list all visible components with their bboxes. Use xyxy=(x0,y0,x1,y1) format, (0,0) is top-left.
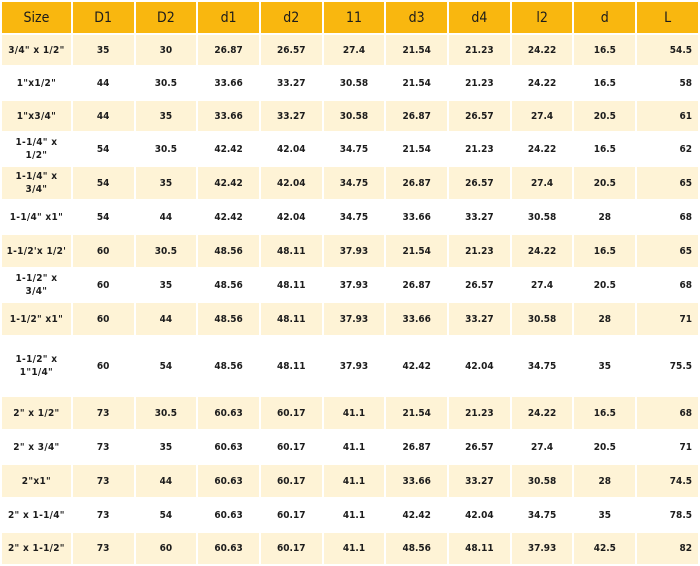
cell-d1-outer: 73 xyxy=(73,397,134,429)
cell-d2-inner: 42.04 xyxy=(261,167,322,199)
cell-l: 65 xyxy=(637,235,698,267)
cell-d: 28 xyxy=(574,465,635,497)
cell-d1-inner: 60.63 xyxy=(198,499,259,531)
cell-d3: 42.42 xyxy=(386,337,447,395)
table-row xyxy=(2,201,698,233)
cell-l: 68 xyxy=(637,201,698,233)
cell-d2-inner: 60.17 xyxy=(261,465,322,497)
header-11: 11 xyxy=(324,2,385,33)
cell-d1-outer: 60 xyxy=(73,269,134,301)
cell-d1-inner: 33.66 xyxy=(198,101,259,131)
cell-d2-outer: 30.5 xyxy=(136,67,197,99)
cell-l2: 27.4 xyxy=(512,431,573,463)
cell-l2: 34.75 xyxy=(512,337,573,395)
cell-d4: 21.23 xyxy=(449,133,510,165)
cell-l: 62 xyxy=(637,133,698,165)
cell-d3: 26.87 xyxy=(386,167,447,199)
cell-d2-inner: 60.17 xyxy=(261,533,322,564)
table-row xyxy=(2,499,698,531)
header-d1-inner: d1 xyxy=(198,2,259,33)
table-row xyxy=(2,101,698,131)
cell-l2: 24.22 xyxy=(512,133,573,165)
header-d4: d4 xyxy=(449,2,510,33)
cell-l: 71 xyxy=(637,431,698,463)
cell-d2-outer: 35 xyxy=(136,167,197,199)
cell-d4: 42.04 xyxy=(449,337,510,395)
cell-11: 37.93 xyxy=(324,337,385,395)
table-row xyxy=(2,167,698,199)
cell-d1-outer: 44 xyxy=(73,101,134,131)
cell-d3: 26.87 xyxy=(386,101,447,131)
cell-d2-inner: 42.04 xyxy=(261,133,322,165)
header-d2-outer: D2 xyxy=(136,2,197,33)
cell-d2-inner: 60.17 xyxy=(261,397,322,429)
cell-11: 41.1 xyxy=(324,499,385,531)
cell-d: 28 xyxy=(574,201,635,233)
cell-d1-inner: 60.63 xyxy=(198,431,259,463)
cell-size: 1-1/4" x 1/2" xyxy=(2,133,71,165)
cell-d: 20.5 xyxy=(574,167,635,199)
cell-d2-inner: 26.57 xyxy=(261,35,322,65)
cell-d3: 33.66 xyxy=(386,303,447,335)
cell-size: 2" x 1/2" xyxy=(2,397,71,429)
cell-size: 1-1/2" x 1"1/4" xyxy=(2,337,71,395)
cell-d4: 26.57 xyxy=(449,269,510,301)
cell-11: 34.75 xyxy=(324,201,385,233)
cell-size: 2" x 1-1/4" xyxy=(2,499,71,531)
cell-d2-outer: 44 xyxy=(136,201,197,233)
cell-11: 30.58 xyxy=(324,101,385,131)
cell-d3: 48.56 xyxy=(386,533,447,564)
cell-size: 1-1/4" x 3/4" xyxy=(2,167,71,199)
table-row xyxy=(2,133,698,165)
cell-l: 61 xyxy=(637,101,698,131)
cell-d3: 21.54 xyxy=(386,35,447,65)
cell-11: 30.58 xyxy=(324,67,385,99)
cell-d2-outer: 44 xyxy=(136,465,197,497)
cell-d4: 26.57 xyxy=(449,431,510,463)
header-row xyxy=(2,2,698,33)
cell-l2: 27.4 xyxy=(512,167,573,199)
table-row xyxy=(2,431,698,463)
table-row xyxy=(2,397,698,429)
cell-l2: 24.22 xyxy=(512,235,573,267)
cell-11: 37.93 xyxy=(324,303,385,335)
cell-l: 65 xyxy=(637,167,698,199)
cell-size: 1"x3/4" xyxy=(2,101,71,131)
cell-d2-outer: 30.5 xyxy=(136,397,197,429)
cell-11: 41.1 xyxy=(324,533,385,564)
cell-d1-inner: 42.42 xyxy=(198,167,259,199)
cell-d2-outer: 60 xyxy=(136,533,197,564)
cell-d1-inner: 33.66 xyxy=(198,67,259,99)
cell-l: 82 xyxy=(637,533,698,564)
header-d3: d3 xyxy=(386,2,447,33)
header-d1-outer: D1 xyxy=(73,2,134,33)
header-l2: l2 xyxy=(512,2,573,33)
cell-11: 41.1 xyxy=(324,465,385,497)
cell-d1-outer: 54 xyxy=(73,201,134,233)
cell-l: 58 xyxy=(637,67,698,99)
cell-d2-inner: 48.11 xyxy=(261,269,322,301)
table-row xyxy=(2,35,698,65)
cell-size: 2"x1" xyxy=(2,465,71,497)
table-row xyxy=(2,465,698,497)
cell-d: 35 xyxy=(574,337,635,395)
cell-d1-inner: 60.63 xyxy=(198,533,259,564)
header-d2-inner: d2 xyxy=(261,2,322,33)
cell-d4: 33.27 xyxy=(449,201,510,233)
cell-d4: 21.23 xyxy=(449,235,510,267)
cell-d3: 26.87 xyxy=(386,431,447,463)
cell-d2-inner: 42.04 xyxy=(261,201,322,233)
cell-11: 34.75 xyxy=(324,167,385,199)
cell-d1-outer: 73 xyxy=(73,431,134,463)
cell-d2-outer: 30.5 xyxy=(136,235,197,267)
cell-d1-inner: 60.63 xyxy=(198,465,259,497)
cell-d1-inner: 48.56 xyxy=(198,303,259,335)
cell-d1-outer: 60 xyxy=(73,337,134,395)
cell-d1-inner: 42.42 xyxy=(198,133,259,165)
cell-11: 37.93 xyxy=(324,235,385,267)
cell-size: 3/4" x 1/2" xyxy=(2,35,71,65)
cell-d4: 26.57 xyxy=(449,167,510,199)
cell-d: 16.5 xyxy=(574,133,635,165)
cell-d: 20.5 xyxy=(574,431,635,463)
header-l: L xyxy=(637,2,698,33)
cell-11: 41.1 xyxy=(324,431,385,463)
cell-d1-inner: 60.63 xyxy=(198,397,259,429)
cell-d1-inner: 48.56 xyxy=(198,337,259,395)
cell-11: 37.93 xyxy=(324,269,385,301)
cell-size: 1-1/2" x 3/4" xyxy=(2,269,71,301)
cell-d2-inner: 48.11 xyxy=(261,303,322,335)
cell-l: 75.5 xyxy=(637,337,698,395)
cell-size: 2" x 3/4" xyxy=(2,431,71,463)
cell-l2: 27.4 xyxy=(512,269,573,301)
table-row xyxy=(2,67,698,99)
cell-size: 1"x1/2" xyxy=(2,67,71,99)
cell-d1-outer: 73 xyxy=(73,465,134,497)
cell-d3: 26.87 xyxy=(386,269,447,301)
cell-d4: 21.23 xyxy=(449,397,510,429)
cell-d4: 21.23 xyxy=(449,67,510,99)
cell-d: 16.5 xyxy=(574,397,635,429)
cell-l2: 34.75 xyxy=(512,499,573,531)
table-row xyxy=(2,303,698,335)
cell-d1-outer: 60 xyxy=(73,303,134,335)
cell-d: 20.5 xyxy=(574,269,635,301)
cell-d2-inner: 60.17 xyxy=(261,431,322,463)
cell-size: 1-1/4" x1" xyxy=(2,201,71,233)
cell-d4: 48.11 xyxy=(449,533,510,564)
cell-d3: 21.54 xyxy=(386,133,447,165)
cell-d: 16.5 xyxy=(574,67,635,99)
cell-d: 16.5 xyxy=(574,235,635,267)
cell-d1-outer: 35 xyxy=(73,35,134,65)
cell-d4: 42.04 xyxy=(449,499,510,531)
cell-size: 2" x 1-1/2" xyxy=(2,533,71,564)
cell-l: 74.5 xyxy=(637,465,698,497)
cell-l: 68 xyxy=(637,269,698,301)
cell-d3: 33.66 xyxy=(386,201,447,233)
cell-l: 68 xyxy=(637,397,698,429)
cell-d: 42.5 xyxy=(574,533,635,564)
cell-d1-outer: 54 xyxy=(73,133,134,165)
cell-d1-inner: 26.87 xyxy=(198,35,259,65)
cell-d2-outer: 54 xyxy=(136,337,197,395)
table-header xyxy=(2,2,698,33)
cell-d2-outer: 30 xyxy=(136,35,197,65)
cell-l2: 24.22 xyxy=(512,397,573,429)
cell-d2-outer: 35 xyxy=(136,431,197,463)
cell-l2: 30.58 xyxy=(512,465,573,497)
header-d: d xyxy=(574,2,635,33)
cell-d4: 33.27 xyxy=(449,303,510,335)
table-row xyxy=(2,533,698,564)
cell-d: 28 xyxy=(574,303,635,335)
cell-d: 20.5 xyxy=(574,101,635,131)
cell-l: 78.5 xyxy=(637,499,698,531)
cell-11: 41.1 xyxy=(324,397,385,429)
cell-size: 1-1/2'x 1/2' xyxy=(2,235,71,267)
cell-d3: 21.54 xyxy=(386,67,447,99)
cell-d: 16.5 xyxy=(574,35,635,65)
cell-d2-outer: 44 xyxy=(136,303,197,335)
cell-d2-inner: 48.11 xyxy=(261,235,322,267)
table-body xyxy=(2,35,698,564)
cell-11: 34.75 xyxy=(324,133,385,165)
cell-d1-inner: 48.56 xyxy=(198,235,259,267)
cell-d1-outer: 73 xyxy=(73,533,134,564)
cell-d3: 21.54 xyxy=(386,235,447,267)
cell-d1-inner: 42.42 xyxy=(198,201,259,233)
table-row xyxy=(2,337,698,395)
table-row xyxy=(2,269,698,301)
table-row xyxy=(2,235,698,267)
cell-d4: 33.27 xyxy=(449,465,510,497)
cell-d4: 26.57 xyxy=(449,101,510,131)
cell-d3: 33.66 xyxy=(386,465,447,497)
cell-d2-outer: 54 xyxy=(136,499,197,531)
cell-d1-outer: 44 xyxy=(73,67,134,99)
cell-d2-inner: 48.11 xyxy=(261,337,322,395)
cell-l: 54.5 xyxy=(637,35,698,65)
cell-l2: 24.22 xyxy=(512,35,573,65)
cell-d2-inner: 33.27 xyxy=(261,67,322,99)
cell-l2: 27.4 xyxy=(512,101,573,131)
cell-d2-inner: 33.27 xyxy=(261,101,322,131)
cell-d1-outer: 54 xyxy=(73,167,134,199)
cell-d3: 21.54 xyxy=(386,397,447,429)
cell-l2: 30.58 xyxy=(512,303,573,335)
cell-d1-inner: 48.56 xyxy=(198,269,259,301)
cell-d: 35 xyxy=(574,499,635,531)
cell-l2: 37.93 xyxy=(512,533,573,564)
cell-l: 71 xyxy=(637,303,698,335)
cell-d1-outer: 73 xyxy=(73,499,134,531)
cell-d4: 21.23 xyxy=(449,35,510,65)
cell-11: 27.4 xyxy=(324,35,385,65)
cell-size: 1-1/2" x1" xyxy=(2,303,71,335)
cell-l2: 30.58 xyxy=(512,201,573,233)
cell-d2-inner: 60.17 xyxy=(261,499,322,531)
cell-d1-outer: 60 xyxy=(73,235,134,267)
cell-d2-outer: 35 xyxy=(136,101,197,131)
cell-d2-outer: 30.5 xyxy=(136,133,197,165)
cell-d3: 42.42 xyxy=(386,499,447,531)
cell-l2: 24.22 xyxy=(512,67,573,99)
cell-d2-outer: 35 xyxy=(136,269,197,301)
header-size: Size xyxy=(2,2,71,33)
